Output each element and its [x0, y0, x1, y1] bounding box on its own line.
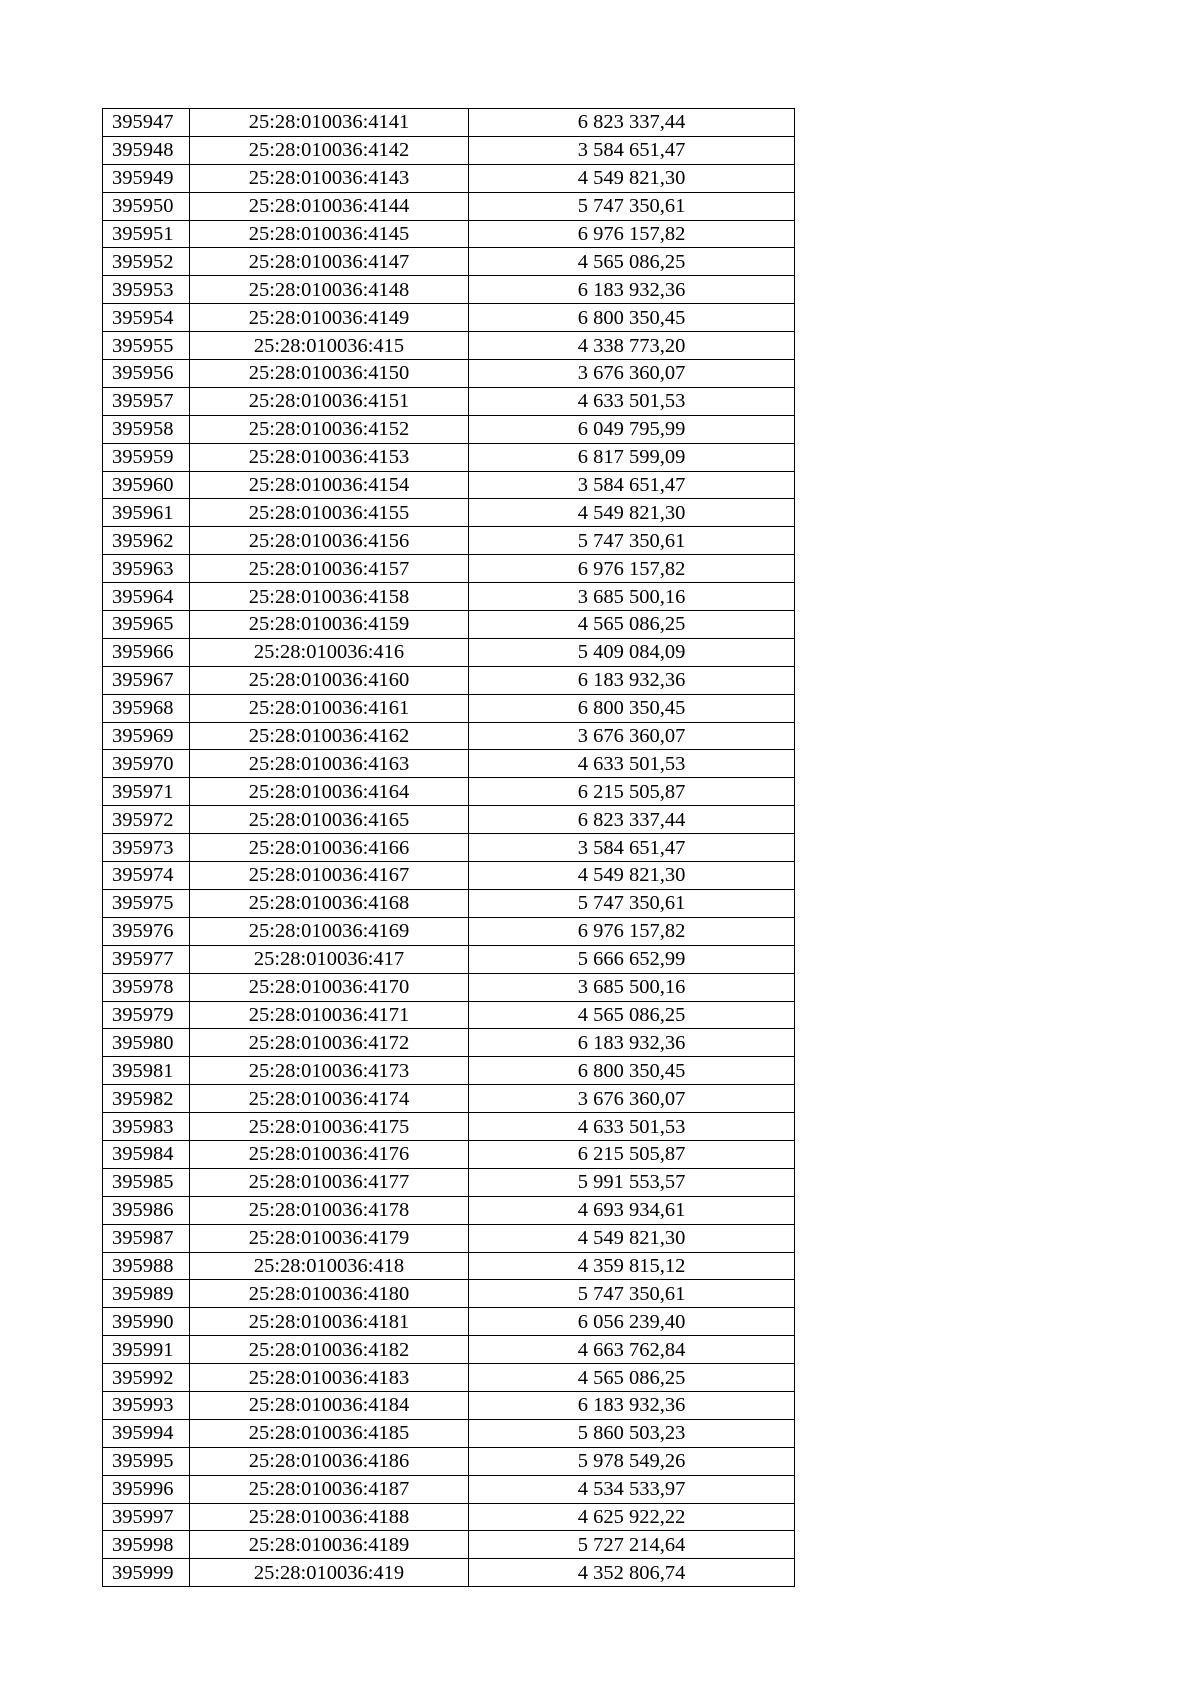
cadastral-value-cell: 4 693 934,61	[469, 1196, 795, 1224]
cadastral-value-cell: 5 727 214,64	[469, 1531, 795, 1559]
cadastral-value-cell: 4 633 501,53	[469, 750, 795, 778]
cadastral-value-cell: 5 991 553,57	[469, 1168, 795, 1196]
row-number-cell: 395980	[103, 1029, 190, 1057]
table-body	[103, 109, 795, 1587]
cadastral-value-cell: 6 183 932,36	[469, 276, 795, 304]
table-row	[103, 1503, 795, 1531]
cadastral-value-cell: 4 549 821,30	[469, 164, 795, 192]
cadastral-number-cell: 25:28:010036:4183	[190, 1364, 469, 1392]
cadastral-value-cell: 4 565 086,25	[469, 611, 795, 639]
table-row	[103, 387, 795, 415]
cadastral-value-cell: 5 747 350,61	[469, 1280, 795, 1308]
cadastral-number-cell: 25:28:010036:4171	[190, 1001, 469, 1029]
cadastral-value-cell: 3 676 360,07	[469, 360, 795, 388]
cadastral-value-cell: 4 549 821,30	[469, 1224, 795, 1252]
cadastral-value-cell: 4 565 086,25	[469, 248, 795, 276]
table-row	[103, 750, 795, 778]
table-row	[103, 583, 795, 611]
table-row	[103, 164, 795, 192]
row-number-cell: 395967	[103, 666, 190, 694]
table-row	[103, 778, 795, 806]
cadastral-number-cell: 25:28:010036:4172	[190, 1029, 469, 1057]
row-number-cell: 395991	[103, 1336, 190, 1364]
table-row	[103, 1336, 795, 1364]
cadastral-value-cell: 6 823 337,44	[469, 109, 795, 137]
row-number-cell: 395971	[103, 778, 190, 806]
row-number-cell: 395962	[103, 527, 190, 555]
row-number-cell: 395996	[103, 1475, 190, 1503]
row-number-cell: 395974	[103, 862, 190, 890]
row-number-cell: 395968	[103, 694, 190, 722]
row-number-cell: 395954	[103, 304, 190, 332]
cadastral-value-cell: 6 215 505,87	[469, 1140, 795, 1168]
cadastral-number-cell: 25:28:010036:4169	[190, 917, 469, 945]
table-row	[103, 415, 795, 443]
row-number-cell: 395997	[103, 1503, 190, 1531]
cadastral-value-cell: 3 584 651,47	[469, 471, 795, 499]
cadastral-number-cell: 25:28:010036:4152	[190, 415, 469, 443]
cadastral-value-cell: 3 676 360,07	[469, 722, 795, 750]
cadastral-number-cell: 25:28:010036:4174	[190, 1085, 469, 1113]
table-row	[103, 276, 795, 304]
table-row	[103, 527, 795, 555]
row-number-cell: 395982	[103, 1085, 190, 1113]
cadastral-value-cell: 4 338 773,20	[469, 332, 795, 360]
row-number-cell: 395965	[103, 611, 190, 639]
row-number-cell: 395970	[103, 750, 190, 778]
row-number-cell: 395981	[103, 1057, 190, 1085]
row-number-cell: 395955	[103, 332, 190, 360]
cadastral-number-cell: 25:28:010036:4142	[190, 136, 469, 164]
row-number-cell: 395994	[103, 1419, 190, 1447]
cadastral-value-cell: 4 359 815,12	[469, 1252, 795, 1280]
cadastral-value-cell: 5 747 350,61	[469, 527, 795, 555]
row-number-cell: 395961	[103, 499, 190, 527]
table-row	[103, 1531, 795, 1559]
table-row	[103, 1224, 795, 1252]
cadastral-value-cell: 5 978 549,26	[469, 1447, 795, 1475]
cadastral-value-cell: 4 663 762,84	[469, 1336, 795, 1364]
table-row	[103, 611, 795, 639]
table-row	[103, 1196, 795, 1224]
cadastral-value-cell: 6 800 350,45	[469, 304, 795, 332]
cadastral-number-cell: 25:28:010036:4182	[190, 1336, 469, 1364]
table-row	[103, 862, 795, 890]
cadastral-value-table	[102, 108, 795, 1587]
cadastral-number-cell: 25:28:010036:4164	[190, 778, 469, 806]
cadastral-number-cell: 25:28:010036:4141	[190, 109, 469, 137]
row-number-cell: 395972	[103, 806, 190, 834]
cadastral-number-cell: 25:28:010036:4165	[190, 806, 469, 834]
row-number-cell: 395949	[103, 164, 190, 192]
table-row	[103, 304, 795, 332]
cadastral-value-cell: 6 976 157,82	[469, 555, 795, 583]
row-number-cell: 395985	[103, 1168, 190, 1196]
cadastral-number-cell: 25:28:010036:4166	[190, 834, 469, 862]
cadastral-number-cell: 25:28:010036:4177	[190, 1168, 469, 1196]
cadastral-value-cell: 6 823 337,44	[469, 806, 795, 834]
cadastral-value-cell: 4 534 533,97	[469, 1475, 795, 1503]
cadastral-number-cell: 25:28:010036:4161	[190, 694, 469, 722]
cadastral-number-cell: 25:28:010036:4153	[190, 443, 469, 471]
table-row	[103, 1113, 795, 1141]
cadastral-number-cell: 25:28:010036:4176	[190, 1140, 469, 1168]
row-number-cell: 395992	[103, 1364, 190, 1392]
cadastral-value-cell: 3 685 500,16	[469, 583, 795, 611]
cadastral-value-cell: 3 685 500,16	[469, 973, 795, 1001]
table-row	[103, 1029, 795, 1057]
cadastral-value-cell: 6 800 350,45	[469, 694, 795, 722]
cadastral-number-cell: 25:28:010036:417	[190, 945, 469, 973]
cadastral-number-cell: 25:28:010036:4148	[190, 276, 469, 304]
cadastral-value-cell: 5 747 350,61	[469, 889, 795, 917]
table-row	[103, 1364, 795, 1392]
cadastral-value-cell: 6 800 350,45	[469, 1057, 795, 1085]
table-row	[103, 1057, 795, 1085]
table-row	[103, 248, 795, 276]
table-row	[103, 917, 795, 945]
cadastral-number-cell: 25:28:010036:4147	[190, 248, 469, 276]
cadastral-value-cell: 6 056 239,40	[469, 1308, 795, 1336]
table-row	[103, 1085, 795, 1113]
cadastral-value-cell: 3 676 360,07	[469, 1085, 795, 1113]
cadastral-number-cell: 25:28:010036:4188	[190, 1503, 469, 1531]
row-number-cell: 395952	[103, 248, 190, 276]
cadastral-value-cell: 6 215 505,87	[469, 778, 795, 806]
table-row	[103, 806, 795, 834]
table-row	[103, 973, 795, 1001]
row-number-cell: 395951	[103, 220, 190, 248]
cadastral-number-cell: 25:28:010036:4144	[190, 192, 469, 220]
cadastral-number-cell: 25:28:010036:4167	[190, 862, 469, 890]
cadastral-number-cell: 25:28:010036:4151	[190, 387, 469, 415]
table-row	[103, 109, 795, 137]
cadastral-number-cell: 25:28:010036:4178	[190, 1196, 469, 1224]
row-number-cell: 395984	[103, 1140, 190, 1168]
cadastral-value-cell: 5 666 652,99	[469, 945, 795, 973]
row-number-cell: 395964	[103, 583, 190, 611]
cadastral-number-cell: 25:28:010036:4159	[190, 611, 469, 639]
table-row	[103, 1001, 795, 1029]
row-number-cell: 395966	[103, 638, 190, 666]
cadastral-number-cell: 25:28:010036:418	[190, 1252, 469, 1280]
cadastral-number-cell: 25:28:010036:4155	[190, 499, 469, 527]
cadastral-number-cell: 25:28:010036:4143	[190, 164, 469, 192]
cadastral-number-cell: 25:28:010036:4156	[190, 527, 469, 555]
cadastral-value-cell: 6 183 932,36	[469, 666, 795, 694]
row-number-cell: 395995	[103, 1447, 190, 1475]
cadastral-value-cell: 6 976 157,82	[469, 220, 795, 248]
cadastral-value-cell: 4 633 501,53	[469, 1113, 795, 1141]
cadastral-value-cell: 6 183 932,36	[469, 1029, 795, 1057]
table-row	[103, 1475, 795, 1503]
cadastral-value-cell: 4 549 821,30	[469, 862, 795, 890]
cadastral-number-cell: 25:28:010036:4160	[190, 666, 469, 694]
cadastral-number-cell: 25:28:010036:419	[190, 1559, 469, 1587]
row-number-cell: 395993	[103, 1391, 190, 1419]
cadastral-value-cell: 6 183 932,36	[469, 1391, 795, 1419]
row-number-cell: 395953	[103, 276, 190, 304]
cadastral-number-cell: 25:28:010036:4163	[190, 750, 469, 778]
cadastral-number-cell: 25:28:010036:4180	[190, 1280, 469, 1308]
cadastral-number-cell: 25:28:010036:4154	[190, 471, 469, 499]
row-number-cell: 395969	[103, 722, 190, 750]
table-row	[103, 499, 795, 527]
table-row	[103, 471, 795, 499]
cadastral-number-cell: 25:28:010036:4168	[190, 889, 469, 917]
table-row	[103, 1140, 795, 1168]
table-row	[103, 555, 795, 583]
cadastral-value-cell: 4 549 821,30	[469, 499, 795, 527]
table-row	[103, 1280, 795, 1308]
row-number-cell: 395983	[103, 1113, 190, 1141]
cadastral-number-cell: 25:28:010036:415	[190, 332, 469, 360]
table-row	[103, 889, 795, 917]
cadastral-number-cell: 25:28:010036:4149	[190, 304, 469, 332]
table-row	[103, 1308, 795, 1336]
row-number-cell: 395973	[103, 834, 190, 862]
row-number-cell: 395998	[103, 1531, 190, 1559]
cadastral-number-cell: 25:28:010036:4189	[190, 1531, 469, 1559]
row-number-cell: 395978	[103, 973, 190, 1001]
cadastral-value-cell: 4 633 501,53	[469, 387, 795, 415]
row-number-cell: 395979	[103, 1001, 190, 1029]
row-number-cell: 395976	[103, 917, 190, 945]
cadastral-value-cell: 3 584 651,47	[469, 834, 795, 862]
row-number-cell: 395988	[103, 1252, 190, 1280]
table-row	[103, 694, 795, 722]
cadastral-value-cell: 5 860 503,23	[469, 1419, 795, 1447]
table-row	[103, 1168, 795, 1196]
table-row	[103, 722, 795, 750]
row-number-cell: 395947	[103, 109, 190, 137]
cadastral-number-cell: 25:28:010036:4162	[190, 722, 469, 750]
cadastral-number-cell: 25:28:010036:4150	[190, 360, 469, 388]
table-row	[103, 443, 795, 471]
cadastral-number-cell: 25:28:010036:4173	[190, 1057, 469, 1085]
cadastral-value-cell: 5 409 084,09	[469, 638, 795, 666]
cadastral-value-cell: 6 049 795,99	[469, 415, 795, 443]
table-row	[103, 666, 795, 694]
row-number-cell: 395960	[103, 471, 190, 499]
table-row	[103, 1447, 795, 1475]
row-number-cell: 395987	[103, 1224, 190, 1252]
cadastral-value-cell: 4 565 086,25	[469, 1364, 795, 1392]
row-number-cell: 395963	[103, 555, 190, 583]
cadastral-number-cell: 25:28:010036:4145	[190, 220, 469, 248]
row-number-cell: 395990	[103, 1308, 190, 1336]
cadastral-value-cell: 4 352 806,74	[469, 1559, 795, 1587]
row-number-cell: 395958	[103, 415, 190, 443]
cadastral-value-cell: 5 747 350,61	[469, 192, 795, 220]
table-row	[103, 192, 795, 220]
row-number-cell: 395957	[103, 387, 190, 415]
cadastral-number-cell: 25:28:010036:4170	[190, 973, 469, 1001]
row-number-cell: 395989	[103, 1280, 190, 1308]
cadastral-number-cell: 25:28:010036:4158	[190, 583, 469, 611]
cadastral-number-cell: 25:28:010036:4181	[190, 1308, 469, 1336]
table-row	[103, 834, 795, 862]
cadastral-value-cell: 4 625 922,22	[469, 1503, 795, 1531]
cadastral-number-cell: 25:28:010036:4157	[190, 555, 469, 583]
cadastral-number-cell: 25:28:010036:4186	[190, 1447, 469, 1475]
row-number-cell: 395948	[103, 136, 190, 164]
cadastral-number-cell: 25:28:010036:4185	[190, 1419, 469, 1447]
cadastral-number-cell: 25:28:010036:4179	[190, 1224, 469, 1252]
cadastral-number-cell: 25:28:010036:416	[190, 638, 469, 666]
table-row	[103, 220, 795, 248]
table-row	[103, 1419, 795, 1447]
table-row	[103, 638, 795, 666]
cadastral-value-cell: 6 976 157,82	[469, 917, 795, 945]
row-number-cell: 395986	[103, 1196, 190, 1224]
table-row	[103, 1252, 795, 1280]
table-row	[103, 1391, 795, 1419]
table-row	[103, 136, 795, 164]
cadastral-value-cell: 3 584 651,47	[469, 136, 795, 164]
row-number-cell: 395950	[103, 192, 190, 220]
row-number-cell: 395959	[103, 443, 190, 471]
row-number-cell: 395977	[103, 945, 190, 973]
table-row	[103, 360, 795, 388]
row-number-cell: 395999	[103, 1559, 190, 1587]
cadastral-value-cell: 6 817 599,09	[469, 443, 795, 471]
table-row	[103, 945, 795, 973]
cadastral-number-cell: 25:28:010036:4187	[190, 1475, 469, 1503]
cadastral-number-cell: 25:28:010036:4184	[190, 1391, 469, 1419]
cadastral-number-cell: 25:28:010036:4175	[190, 1113, 469, 1141]
table-row	[103, 1559, 795, 1587]
cadastral-value-cell: 4 565 086,25	[469, 1001, 795, 1029]
row-number-cell: 395975	[103, 889, 190, 917]
table-row	[103, 332, 795, 360]
row-number-cell: 395956	[103, 360, 190, 388]
